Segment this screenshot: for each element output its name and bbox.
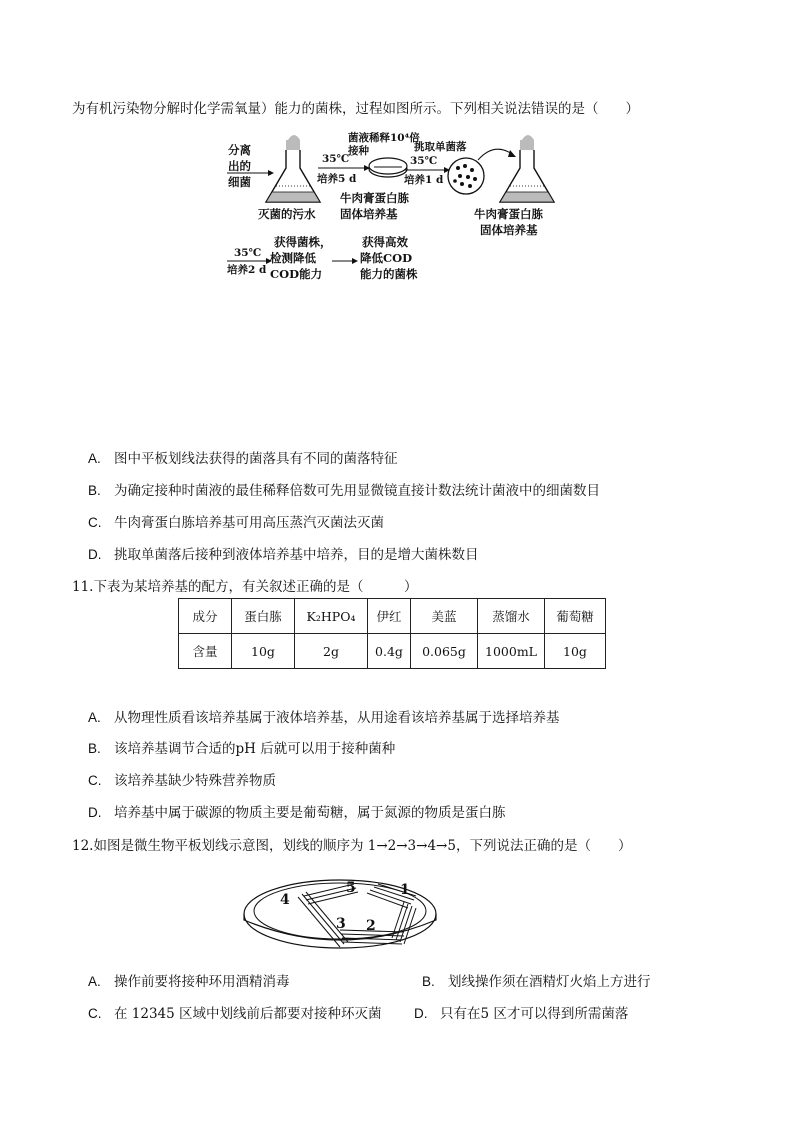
q12-option-a[interactable]: A. 操作前要将接种环用酒精消毒	[88, 974, 290, 990]
isolated-label-2: 出的	[228, 159, 251, 173]
table-cell: 蒸馏水	[478, 599, 545, 634]
q11-option-d[interactable]: D. 培养基中属于碳源的物质主要是葡萄糖，属于氮源的物质是蛋白胨	[88, 805, 506, 821]
step3-cond-time: 培养2 d	[227, 264, 267, 276]
q10-flow-diagram	[222, 130, 602, 290]
table-cell: K₂HPO₄	[295, 599, 368, 634]
q11-option-b[interactable]: B. 该培养基调节合适的pH 后就可以用于接种菌种	[88, 741, 396, 757]
dilute-label-1: 菌液稀释10⁴倍	[348, 132, 420, 144]
q10-option-b[interactable]: B. 为确定接种时菌液的最佳稀释倍数可先用显微镜直接计数法统计菌液中的细菌数目	[88, 483, 600, 499]
q12-option-b[interactable]: B. 划线操作须在酒精灯火焰上方进行	[422, 974, 651, 990]
flask-icon-2	[500, 135, 554, 202]
table-cell: 1000mL	[478, 634, 545, 669]
petri-dish-icon	[369, 158, 407, 177]
dish-label-5: 5	[346, 880, 356, 896]
pick-label: 挑取单菌落	[414, 141, 467, 153]
table-cell: 2g	[295, 634, 368, 669]
dish-label-2: 2	[366, 918, 376, 934]
q11-option-c[interactable]: C. 该培养基缺少特殊营养物质	[88, 773, 276, 789]
q10-option-d[interactable]: D. 挑取单菌落后接种到液体培养基中培养，目的是增大菌株数目	[88, 547, 479, 563]
q10-option-a[interactable]: A. 图中平板划线法获得的菌落具有不同的菌落特征	[88, 451, 398, 467]
step1-cond-time: 培养5 d	[317, 173, 357, 185]
table-cell: 蛋白胨	[232, 599, 295, 634]
flask-icon-1	[266, 135, 320, 202]
obtain1-label-1: 获得菌株，	[274, 235, 332, 249]
dish-label-4: 4	[280, 892, 290, 908]
table-cell: 10g	[232, 634, 295, 669]
step2-cond-time: 培养1 d	[404, 174, 444, 186]
q12-option-d[interactable]: D. 只有在5 区才可以得到所需菌落	[414, 1006, 629, 1022]
obtain2-label-3: 能力的菌株	[360, 267, 418, 281]
q10-option-c[interactable]: C. 牛肉膏蛋白胨培养基可用高压蒸汽灭菌法灭菌	[88, 515, 384, 531]
q12-option-c[interactable]: C. 在 12345 区域中划线前后都要对接种环灭菌	[88, 1006, 382, 1022]
table-row	[179, 634, 606, 669]
table-cell: 葡萄糖	[545, 599, 606, 634]
colony-plate-icon	[448, 158, 484, 194]
q10-stem: 为有机污染物分解时化学需氧量）能力的菌株，过程如图所示。下列相关说法错误的是（ ）	[72, 101, 639, 117]
obtain1-label-2: 检测降低	[270, 251, 316, 265]
table-cell: 含量	[179, 634, 232, 669]
step2-cond-temp: 35℃	[410, 155, 438, 167]
flask2-label-1: 牛肉膏蛋白胨	[474, 207, 543, 221]
step1-cond-temp: 35℃	[322, 153, 350, 165]
flask1-label: 灭菌的污水	[258, 207, 316, 221]
q11-stem: 11.下表为某培养基的配方，有关叙述正确的是（ ）	[72, 579, 418, 595]
table-cell: 成分	[179, 599, 232, 634]
plate-label-1: 牛肉膏蛋白胨	[340, 191, 409, 205]
obtain2-label-2: 降低COD	[360, 251, 413, 265]
table-cell: 10g	[545, 634, 606, 669]
dilute-label-2: 接种	[348, 145, 369, 157]
flask2-label-2: 固体培养基	[480, 223, 538, 237]
plate-label-2: 固体培养基	[340, 207, 398, 221]
isolated-label-1: 分离	[228, 143, 251, 157]
table-cell: 伊红	[368, 599, 411, 634]
q12-stem: 12.如图是微生物平板划线示意图，划线的顺序为 1→2→3→4→5，下列说法正确的是（ ）	[72, 838, 632, 854]
table-cell: 美蓝	[411, 599, 478, 634]
dish-label-1: 1	[400, 882, 410, 898]
obtain1-label-3: COD能力	[270, 267, 323, 281]
dish-label-3: 3	[336, 916, 346, 932]
table-cell: 0.4g	[368, 634, 411, 669]
table-row	[179, 599, 606, 634]
isolated-label-3: 细菌	[228, 175, 251, 189]
q12-streak-dish-diagram	[240, 856, 440, 960]
table-cell: 0.065g	[411, 634, 478, 669]
q11-recipe-table	[178, 598, 606, 669]
step3-cond-temp: 35℃	[234, 247, 262, 259]
obtain2-label-1: 获得高效	[362, 235, 408, 249]
q11-option-a[interactable]: A. 从物理性质看该培养基属于液体培养基，从用途看该培养基属于选择培养基	[88, 710, 560, 726]
